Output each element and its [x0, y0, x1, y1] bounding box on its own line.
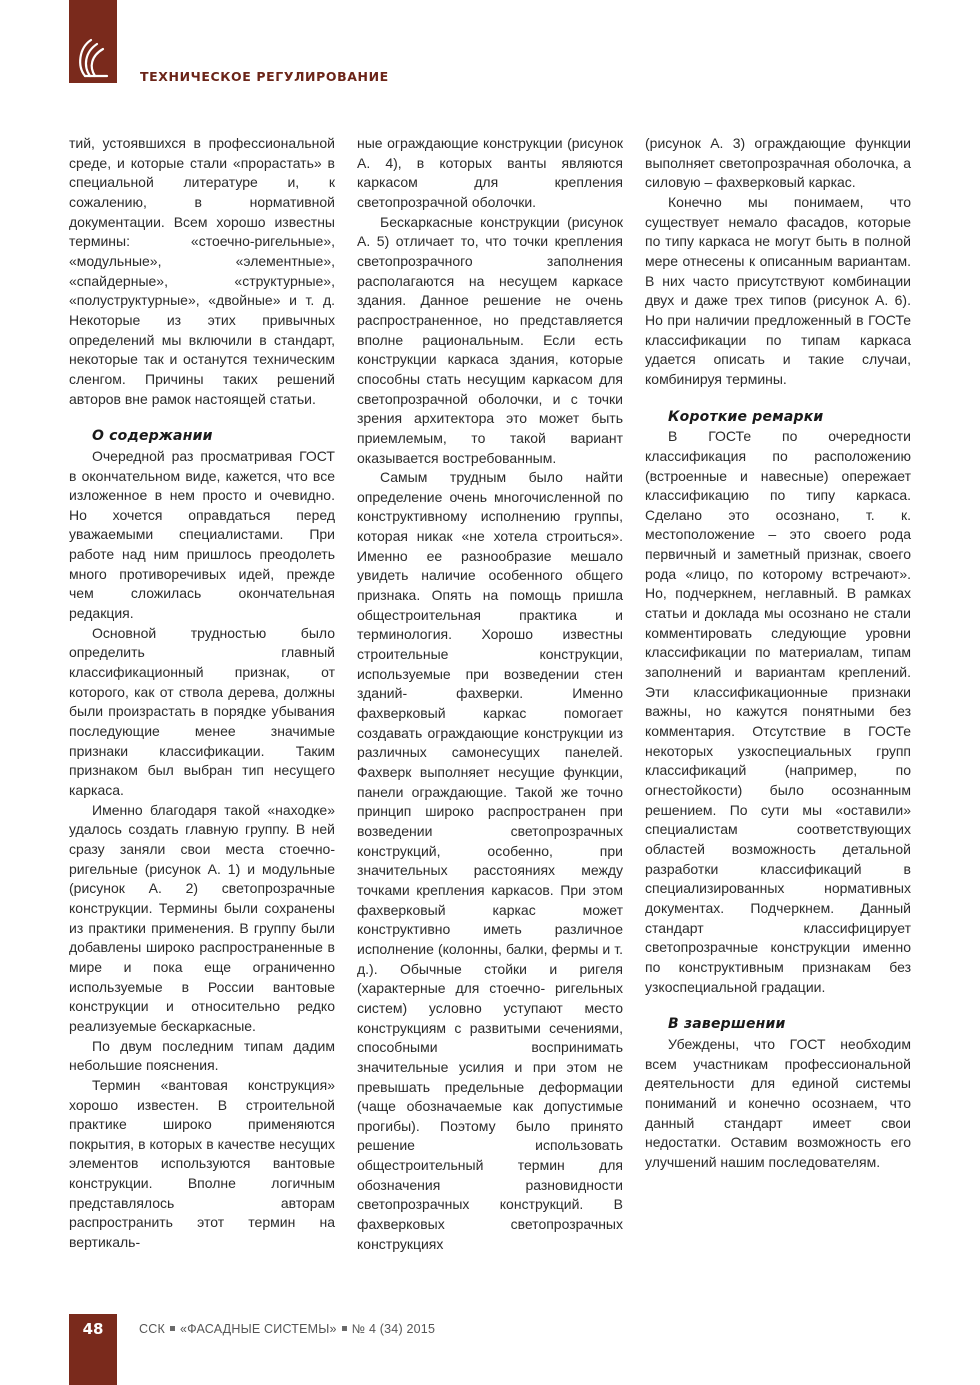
paragraph: Основной трудностью было определить главный классификационный признак, от которого, как от ствола дерева, должны были произрастать в порядке убывания последующие менее значимые признаки классификации. Таким признаком был выбран тип несущего каркаса.	[69, 624, 335, 798]
paragraph: Самым трудным было найти определение очень многочисленной по конструктивному исполнению группы, которая никак «не хотела строиться». Именно ее разнообразие мешало увидеть наличие особенного общего признака. Опять на помощь пришла общестроительная практика и терминология. Хорошо известны строительные конструкции, используемые при возведении стен зданий- фахверки. Именно фахверковый каркас помогает создавать ограждающие конструкции из различных самонесущих панелей. Фахверк выполняет несущие функции, панели ограждающие. Такой же точно принцип широко распространен при возведении светопрозрачных конструкций, особенно, при значительных расстояниях между точками крепления каркасов. При этом фахверковый каркас может конструктивно иметь различное исполнение (колонны, балки, фермы и т. д.). Обычные стойки и ригеля (характерные для стоечно- ригельных систем) условно уступают место конструкциям с развитыми сечениями, способными воспринимать значительные усилия и при этом не превышать предельные деформации (чаще обозначаемые как допустимые прогибы). Поэтому было принято решение использовать общестроительный термин для обозначения разновидности светопрозрачных конструкций. В фахверковых светопрозрачных конструкциях	[357, 469, 623, 1252]
paragraph: Именно благодаря такой «находке» удалось создать главную группу. В ней сразу заняли свои места стоечно-ригельные (рисунок А. 1) и модульные (рисунок А. 2) светопрозрачные конструкции. Термины были сохранены из практики применения. В группу были добавлены широко распространенные в мире и пока еще ограниченно используемые в России вантовые конструкции и относительно редко реализуемые бескаркасные.	[69, 801, 335, 1034]
publisher-logo-icon	[75, 36, 111, 80]
page-number-bar	[69, 1314, 117, 1385]
footer-magazine: «ФАСАДНЫЕ СИСТЕМЫ»	[179, 1322, 337, 1336]
footer-publication-info	[139, 1322, 435, 1336]
article-column-1	[69, 134, 335, 1253]
footer-issue: № 4 (34) 2015	[351, 1322, 436, 1336]
brand-bar	[69, 0, 117, 83]
paragraph: Убеждены, что ГОСТ необходим всем участникам профессиональной деятельности для единой системы пониманий и конечно осознаем, что данный стандарт имеет свои недостатки. Оставим возможность его улучшений нашим последователям.	[645, 1035, 911, 1170]
subheading-content: О содержании	[92, 428, 213, 445]
paragraph: ные ограждающие конструкции (рисунок А. 4), в которых ванты являются каркасом для крепления светопрозрачной оболочки.	[357, 135, 623, 210]
paragraph: Конечно мы понимаем, что существует немало фасадов, которые по типу каркаса не могут быть в полной мере отнесены к описанным вариантам. В них часто присутствуют комбинации двух и даже трех типов (рисунок А. 6). Но при наличии предложенный в ГОСТе классификации по типам каркаса удается описать и такие случаи, комбинируя термины.	[645, 193, 911, 387]
section-title: ТЕХНИЧЕСКОЕ РЕГУЛИРОВАНИЕ	[140, 69, 389, 84]
separator-square-icon	[170, 1326, 175, 1331]
subheading-remarks: Короткие ремарки	[668, 408, 824, 425]
paragraph: Термин «вантовая конструкция» хорошо известен. В строительной практике широко применяются покрытия, в которых в качестве несущих элементов используются вантовые конструкции. Вполне логичным представлялось авторам распространить этот термин на вертикаль-	[69, 1076, 335, 1251]
article-column-2	[357, 134, 623, 1254]
page-number: 48	[82, 1320, 104, 1338]
paragraph: Бескаркасные конструкции (рисунок А. 5) отличает то, что точки крепления светопрозрачного заполнения располагаются на несущем каркасе здания. Данное решение не очень распространенное, но представляется вполне рациональным. Если есть конструкции каркаса здания, которые способны стать несущим каркасом для светопрозрачной оболочки, и с точки зрения архитектора это может быть приемлемым, то такой вариант оказывается востребованным.	[357, 213, 623, 466]
paragraph: Очередной раз просматривая ГОСТ в окончательном виде, кажется, что все изложенное в нем просто и очевидно. Но хочется оправдаться перед уважаемыми специалистами. При работе над ним пришлось преодолеть много противоречивых идей, прежде чем сложилась окончательная редакция.	[69, 447, 335, 622]
paragraph: (рисунок А. 3) ограждающие функции выполняет светопрозрачная оболочка, а силовую – фахверковый каркас.	[645, 135, 911, 191]
article-column-3	[645, 134, 911, 1172]
paragraph: По двум последним типам дадим небольшие пояснения.	[69, 1037, 335, 1074]
subheading-conclusion: В завершении	[668, 1016, 786, 1033]
footer-publisher: ССК	[139, 1322, 165, 1336]
separator-square-icon	[342, 1326, 347, 1331]
paragraph: тий, устоявшихся в профессиональной среде, и которые стали «прорастать» в специальной литературе и, к сожалению, в нормативной документации. Всем хорошо известны термины: «стоечно-ригельные», «модульные», «элементные», «спайдерные», «структурные», «полуструктурные», «двойные» и т. д. Некоторые из этих привычных определений мы включили в стандарт, некоторые так и останутся техническим сленгом. Причины таких решений авторов вне рамок настоящей статьи.	[69, 135, 335, 407]
paragraph: В ГОСТе по очередности классификация по расположению (встроенные и навесные) опережает классификацию по типу каркаса. Сделано это осознано, т. к. местоположение – это своего рода первичный и заметный признак, своего рода «лицо, по которому встречают». Но, подчеркнем, неглавный. В рамках статьи и доклада мы осознано не стали комментировать следующие уровни классификации по материалам, типам заполнений и вариантам креплений. Эти классификационные признаки важны, но кажутся понятными без комментария. Отсутствие в ГОСТе некоторых узкоспециальных групп классификаций (например, по огнестойкости) было осознанным решением. По сути мы «оставили» специалистам соответствующих областей возможность детальной разработки классификаций в специализированных нормативных документах. Подчеркнем. Данный стандарт классифицирует светопрозрачные конструкции именно по конструктивным признакам без узкоспециальной градации.	[645, 428, 911, 995]
